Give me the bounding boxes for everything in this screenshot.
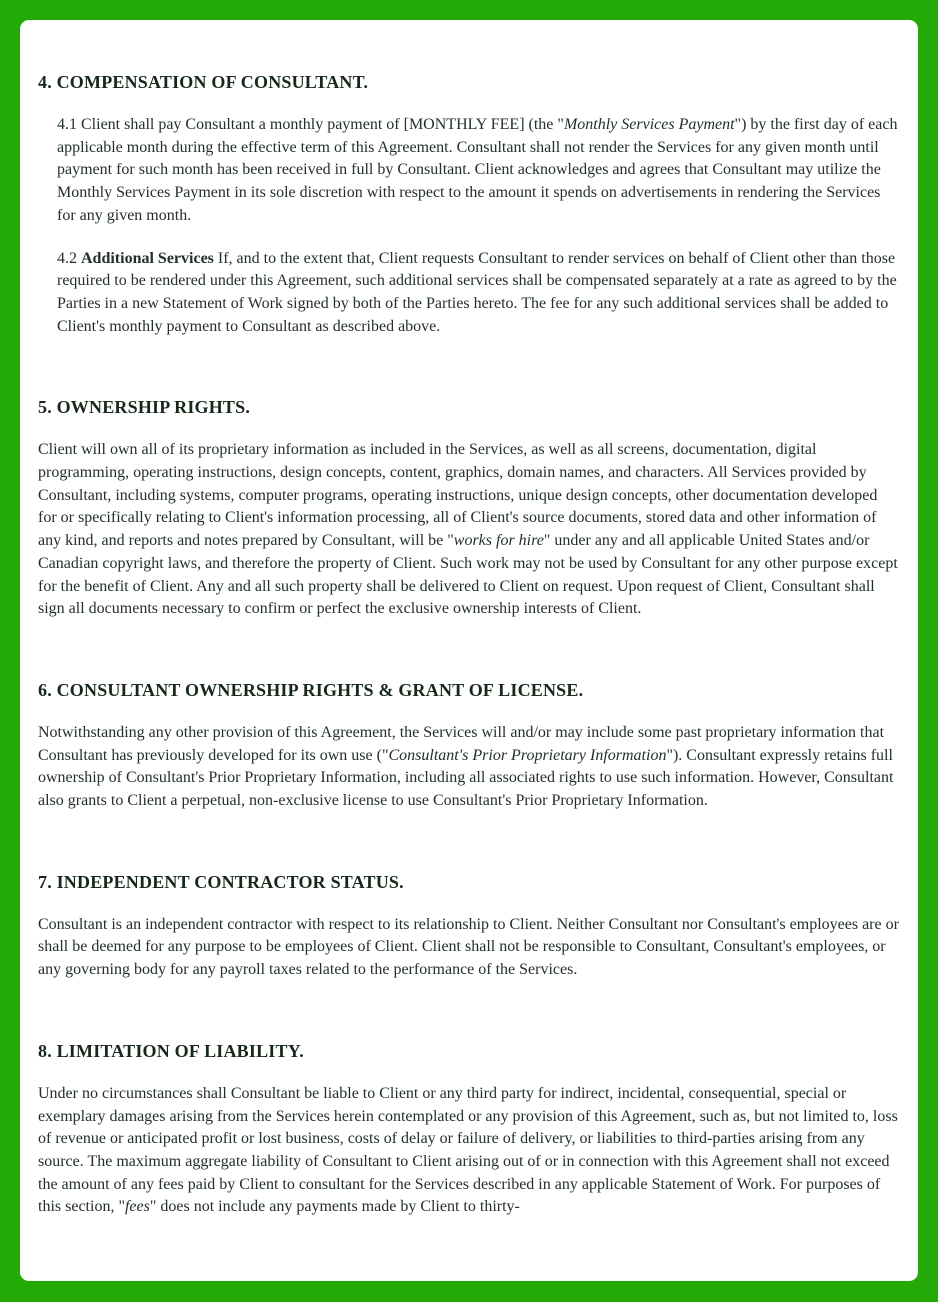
text-run: Additional Services xyxy=(81,249,214,267)
section-heading: 4. COMPENSATION OF CONSULTANT. xyxy=(38,72,369,92)
text-run: Monthly Services Payment xyxy=(563,116,735,133)
paragraph xyxy=(57,114,900,228)
section-heading: 8. LIMITATION OF LIABILITY. xyxy=(38,1040,304,1061)
text-run: ") by the first day of each applicable month during the effective term of this Agreement. Consultant shall not render the Services for any given month until payment for such month has been received in full by Consultant. Client acknowledges and agrees that Consultant may utilize the Monthly Services Payment in its sole discretion with respect to the amount it spends on advertisements in rendering the Services for any given month. xyxy=(57,116,898,224)
text-run: "). Consultant expressly retains full ownership of Consultant's Prior Proprietary Information, including all associated rights to use such information. However, Consultant also grants to Client a perpetual, non-exclusive license to use Consultant's Prior Proprietary Information. xyxy=(38,746,894,810)
text-run: Client will own all of its proprietary information as included in the Services, as well as all screens, documentation, digital programming, operating instructions, design concepts, content, graphics, domain names, and characters. All Services provided by Consultant, including systems, computer programs, operating instructions, unique design concepts, other documentation developed for or specifically relating to Client's information processing, all of Client's source documents, stored data and other information of any kind, and reports and notes prepared by Consultant, will be " xyxy=(38,441,878,550)
text-run: " does not include any payments made by Client to thirty- xyxy=(149,1198,520,1216)
text-run: If, and to the extent that, Client requests Consultant to render services on behalf of Client other than those required to be rendered under this Agreement, such additional services shall be compensated separately at a rate as agreed to by the Parties in a new Statement of Work signed by both of the Parties hereto. The fee for any such additional services shall be added to Client's monthly payment to Consultant as described above. xyxy=(57,249,897,335)
document-card xyxy=(20,20,918,1281)
section-ownership-rights xyxy=(38,395,900,621)
text-run: Notwithstanding any other provision of this Agreement, the Services will and/or may include some past proprietary information that Consultant has previously developed for its own use (" xyxy=(38,723,885,764)
text-run: 4.1 Client shall pay Consultant a monthly payment of [MONTHLY FEE] (the " xyxy=(57,116,564,133)
section-compensation-of-consultant xyxy=(38,70,900,338)
text-run: Consultant is an independent contractor with respect to its relationship to Client. Neither Consultant nor Consultant's employees are or shall be deemed for any purpose to be employees of Client. Client shall not be responsible to Consultant, Consultant's employees, or any governing body for any payroll taxes related to the performance of the Services. xyxy=(38,915,899,979)
section-consultant-ownership-rights xyxy=(38,678,900,813)
paragraph xyxy=(57,248,900,339)
paragraph xyxy=(38,722,900,813)
text-run: Under no circumstances shall Consultant be liable to Client or any third party for indirect, incidental, consequential, special or exemplary damages arising from the Services herein contemplated or any provision of this Agreement, such as, but not limited to, loss of revenue or anticipated profit or lost business, costs of delay or failure of delivery, or liabilities to third-parties arising from any source. The maximum aggregate liability of Consultant to Client arising out of or in connection with this Agreement shall not exceed the amount of any fees paid by Client to consultant for the Services described in any applicable Statement of Work. For purposes of this section, " xyxy=(38,1084,898,1216)
section-heading: 5. OWNERSHIP RIGHTS. xyxy=(38,397,251,418)
text-run: 4.2 xyxy=(57,249,81,267)
paragraph xyxy=(38,439,900,621)
section-independent-contractor-status xyxy=(38,870,900,982)
text-run: " under any and all applicable United States and/or Canadian copyright laws, and therefore the property of Client. Such work may not be used by Consultant for any other purpose except for the benefit of Client. Any and all such property shall be delivered to Client on request. Upon request of Client, Consultant shall sign all documents necessary to confirm or perfect the exclusive ownership interests of Client. xyxy=(38,532,898,618)
paragraph xyxy=(38,914,900,982)
section-heading: 6. CONSULTANT OWNERSHIP RIGHTS & GRANT OF LICENSE. xyxy=(38,679,584,700)
paragraph xyxy=(38,1083,900,1219)
text-run: Consultant's Prior Proprietary Information xyxy=(388,746,667,764)
text-run: fees xyxy=(124,1198,150,1216)
text-run: works for hire xyxy=(453,532,544,550)
section-heading: 7. INDEPENDENT CONTRACTOR STATUS. xyxy=(38,871,404,892)
section-limitation-of-liability xyxy=(38,1039,900,1219)
